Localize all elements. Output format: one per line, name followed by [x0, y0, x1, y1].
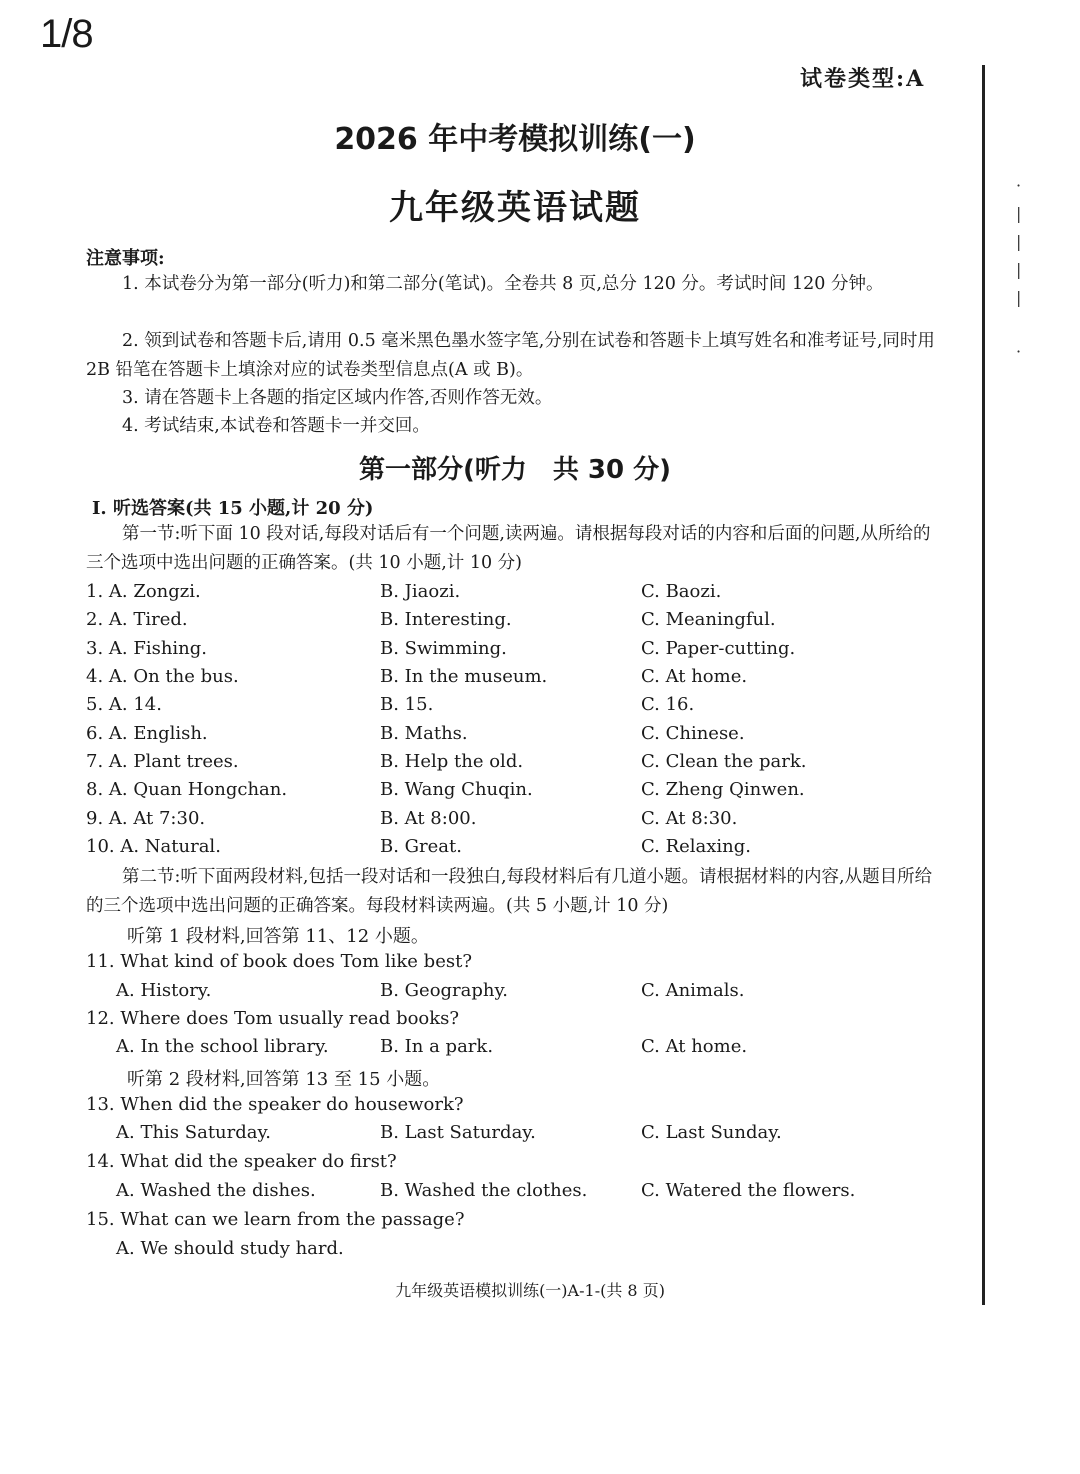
material-instruction: 听第 1 段材料,回答第 11、12 小题。	[127, 926, 429, 947]
option-a: 4. A. On the bus.	[86, 666, 239, 687]
notice-item: 4. 考试结束,本试卷和答题卡一并交回。	[122, 416, 430, 436]
option-a: A. Washed the dishes.	[116, 1180, 316, 1201]
option-c: C. Meaningful.	[641, 609, 776, 630]
question-12: 12. Where does Tom usually read books?	[86, 1008, 460, 1029]
option-c: C. Chinese.	[641, 723, 745, 744]
option-c: C. Zheng Qinwen.	[641, 779, 805, 800]
margin-mark: |	[1016, 232, 1022, 251]
option-b: B. Last Saturday.	[380, 1122, 536, 1143]
option-c: C. Last Sunday.	[641, 1122, 782, 1143]
option-b: B. Interesting.	[380, 609, 512, 630]
option-a: 3. A. Fishing.	[86, 638, 208, 659]
option-a: A. We should study hard.	[116, 1238, 344, 1259]
margin-mark: ·	[1016, 176, 1022, 195]
question-15: 15. What can we learn from the passage?	[86, 1209, 465, 1230]
option-a: 9. A. At 7:30.	[86, 808, 206, 829]
paper-type: 试卷类型:A	[800, 66, 926, 92]
option-b: B. Swimming.	[380, 638, 507, 659]
margin-mark: |	[1016, 204, 1022, 223]
option-a: 5. A. 14.	[86, 694, 162, 715]
option-b: B. Geography.	[380, 980, 509, 1001]
question-11: 11. What kind of book does Tom like best?	[86, 951, 472, 972]
option-b: B. In the museum.	[380, 666, 548, 687]
option-c: C. At home.	[641, 666, 748, 687]
option-a: 8. A. Quan Hongchan.	[86, 779, 288, 800]
question-14: 14. What did the speaker do first?	[86, 1151, 397, 1172]
option-b: B. In a park.	[380, 1036, 494, 1057]
section1-intro: 第一节:听下面 10 段对话,每段对话后有一个问题,读两遍。请根据每段对话的内容和后面的问题,从所给的三个选项中选出问题的正确答案。(共 10 小题,计 10 分)	[86, 524, 931, 573]
option-b: B. Help the old.	[380, 751, 524, 772]
binding-line	[982, 65, 985, 1305]
part1-title: 第一部分(听力 共 30 分)	[358, 455, 672, 485]
page-footer: 九年级英语模拟训练(一)A-1-(共 8 页)	[395, 1281, 665, 1300]
margin-mark: |	[1016, 260, 1022, 279]
option-c: C. At 8:30.	[641, 808, 738, 829]
option-c: C. Baozi.	[641, 581, 722, 602]
option-c: C. Relaxing.	[641, 836, 752, 857]
option-c: C. 16.	[641, 694, 695, 715]
option-b: B. Great.	[380, 836, 462, 857]
option-b: B. Jiaozi.	[380, 581, 461, 602]
option-b: B. Washed the clothes.	[380, 1180, 588, 1201]
option-a: A. In the school library.	[116, 1036, 329, 1057]
option-a: A. History.	[116, 980, 212, 1001]
option-a: 10. A. Natural.	[86, 836, 221, 857]
notice-item: 3. 请在答题卡上各题的指定区域内作答,否则作答无效。	[122, 388, 553, 408]
option-b: B. Wang Chuqin.	[380, 779, 533, 800]
section1-heading: Ⅰ. 听选答案(共 15 小题,计 20 分)	[92, 498, 374, 519]
margin-mark: |	[1016, 288, 1022, 307]
section2-intro: 第二节:听下面两段材料,包括一段对话和一段独白,每段材料后有几道小题。请根据材料的内容,从题目所给的三个选项中选出问题的正确答案。每段材料读两遍。(共 5 小题,计 10 分)	[86, 867, 933, 916]
option-b: B. Maths.	[380, 723, 468, 744]
notice-item: 2. 领到试卷和答题卡后,请用 0.5 毫米黑色墨水签字笔,分别在试卷和答题卡上填写姓名和准考证号,同时用 2B 铅笔在答题卡上填涂对应的试卷类型信息点(A 或 B)。	[86, 331, 935, 380]
page-counter: 1/8	[40, 12, 93, 56]
option-a: 1. A. Zongzi.	[86, 581, 201, 602]
option-b: B. 15.	[380, 694, 434, 715]
option-a: 6. A. English.	[86, 723, 208, 744]
option-c: C. Animals.	[641, 980, 745, 1001]
notice-item: 1. 本试卷分为第一部分(听力)和第二部分(笔试)。全卷共 8 页,总分 120 分。考试时间 120 分钟。	[122, 274, 884, 294]
option-a: A. This Saturday.	[116, 1122, 272, 1143]
margin-mark: ·	[1016, 342, 1022, 361]
option-c: C. Watered the flowers.	[641, 1180, 856, 1201]
option-b: B. At 8:00.	[380, 808, 477, 829]
option-c: C. Paper-cutting.	[641, 638, 796, 659]
question-13: 13. When did the speaker do housework?	[86, 1094, 464, 1115]
notice-heading: 注意事项:	[86, 248, 165, 269]
option-c: C. At home.	[641, 1036, 748, 1057]
exam-subtitle: 九年级英语试题	[389, 188, 641, 228]
exam-title: 2026 年中考模拟训练(一)	[334, 122, 696, 157]
option-a: 7. A. Plant trees.	[86, 751, 239, 772]
option-c: C. Clean the park.	[641, 751, 807, 772]
option-a: 2. A. Tired.	[86, 609, 188, 630]
material-instruction: 听第 2 段材料,回答第 13 至 15 小题。	[127, 1069, 441, 1090]
